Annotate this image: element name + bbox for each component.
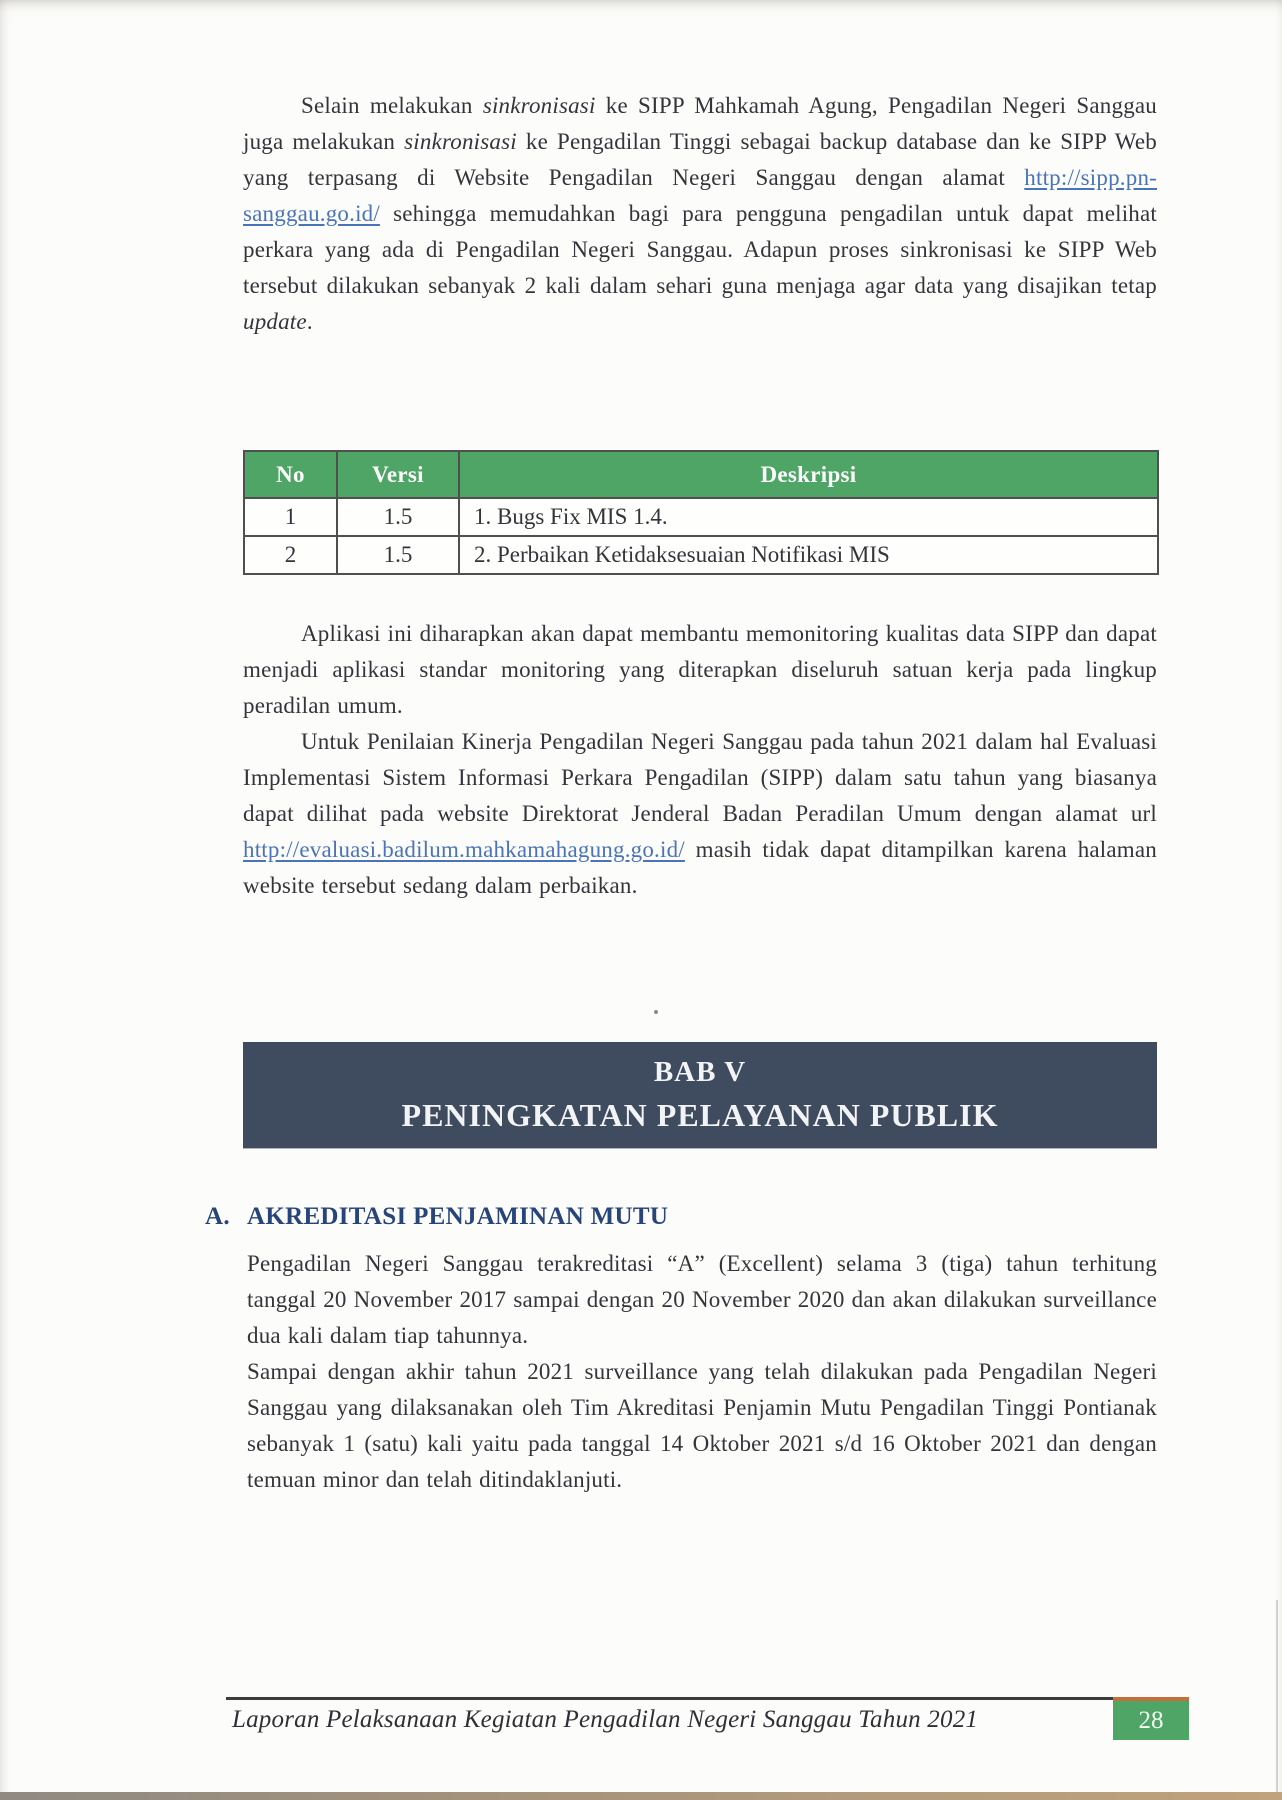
footer-divider <box>226 1697 1114 1700</box>
text-run: Selain melakukan <box>301 93 483 118</box>
version-table <box>243 450 1159 575</box>
paragraph-penilaian-kinerja <box>243 724 1157 904</box>
chapter-title: PENINGKATAN PELAYANAN PUBLIK <box>401 1097 999 1133</box>
page-number: 28 <box>1138 1706 1164 1734</box>
cell-versi: 1.5 <box>337 536 459 574</box>
column-header-no: No <box>244 451 337 498</box>
text-run: update <box>243 309 307 334</box>
paragraph-sinkronisasi <box>243 88 1157 340</box>
text-run: Untuk Penilaian Kinerja Pengadilan Negeri Sanggau pada tahun 2021 dalam hal Evaluasi Implementasi Sistem Informasi Perkara Pengadilan (SIPP) dalam satu tahun yang biasanya dapat dilihat pada website Direktorat Jenderal Badan Peradilan Umum dengan alamat url <box>243 729 1157 826</box>
column-header-versi: Versi <box>337 451 459 498</box>
body-section <box>243 616 1157 904</box>
section-number: A. <box>205 1203 230 1230</box>
text-run: ke Pengadilan Tinggi sebagai backup database dan ke SIPP Web yang terpasang di Website Pengadilan Negeri Sanggau dengan alamat <box>243 129 1157 190</box>
section-title: AKREDITASI PENJAMINAN MUTU <box>247 1203 669 1230</box>
hyperlink[interactable]: http://evaluasi.badilum.mahkamahagung.go.id/ <box>243 837 685 862</box>
footer-document-title: Laporan Pelaksanaan Kegiatan Pengadilan Negeri Sanggau Tahun 2021 <box>232 1706 979 1733</box>
table-row <box>244 536 1158 574</box>
text-run: masih tidak dapat ditampilkan karena halaman website tersebut sedang dalam perbaikan. <box>243 837 1157 898</box>
table-row <box>244 498 1158 536</box>
paragraph-surveillance: Sampai dengan akhir tahun 2021 surveillance yang telah dilakukan pada Pengadilan Negeri Sanggau yang dilaksanakan oleh Tim Akreditasi Penjamin Mutu Pengadilan Tinggi Pontianak sebanyak 1 (satu) kali yaitu pada tanggal 14 Oktober 2021 s/d 16 Oktober 2021 dan dengan temuan minor dan telah ditindaklanjuti. <box>247 1359 1157 1492</box>
cell-deskripsi: 2. Perbaikan Ketidaksesuaian Notifikasi MIS <box>459 536 1158 574</box>
page-number-badge <box>1113 1697 1189 1740</box>
cell-no: 1 <box>244 498 337 536</box>
chapter-number: BAB V <box>653 1056 747 1088</box>
text-run: sinkronisasi <box>404 129 517 154</box>
scan-artifact-dot <box>654 1010 658 1014</box>
cell-deskripsi: 1. Bugs Fix MIS 1.4. <box>459 498 1158 536</box>
text-run: sinkronisasi <box>482 93 596 118</box>
hyperlink[interactable]: http://sipp.pn-sanggau.go.id/ <box>243 165 1157 226</box>
table-header-row <box>244 451 1158 498</box>
text-run: ke SIPP Mahkamah Agung, Pengadilan Negeri Sanggau juga melakukan <box>243 93 1157 154</box>
cell-versi: 1.5 <box>337 498 459 536</box>
text-run: sehingga memudahkan bagi para pengguna pengadilan untuk dapat melihat perkara yang ada di Pengadilan Negeri Sanggau. Adapun proses sinkronisasi ke SIPP Web tersebut dilakukan sebanyak 2 kali dalam sehari guna menjaga agar data yang disajikan tetap <box>243 201 1157 298</box>
scan-artifact-bottom-edge <box>0 1792 1282 1800</box>
cell-no: 2 <box>244 536 337 574</box>
text-run: . <box>306 309 313 334</box>
section-heading <box>205 1203 1157 1231</box>
scan-artifact-edge <box>1276 1600 1278 1792</box>
section-body <box>247 1246 1157 1498</box>
chapter-banner <box>243 1042 1157 1148</box>
paragraph-akreditasi: Pengadilan Negeri Sanggau terakreditasi “A” (Excellent) selama 3 (tiga) tahun terhitung tanggal 20 November 2017 sampai dengan 20 November 2020 dan akan dilakukan surveillance dua kali dalam tiap tahunnya. <box>247 1251 1157 1348</box>
paragraph-aplikasi: Aplikasi ini diharapkan akan dapat membantu memonitoring kualitas data SIPP dan dapat menjadi aplikasi standar monitoring yang diterapkan diseluruh satuan kerja pada lingkup peradilan umum. <box>243 621 1157 718</box>
column-header-deskripsi: Deskripsi <box>459 451 1158 498</box>
